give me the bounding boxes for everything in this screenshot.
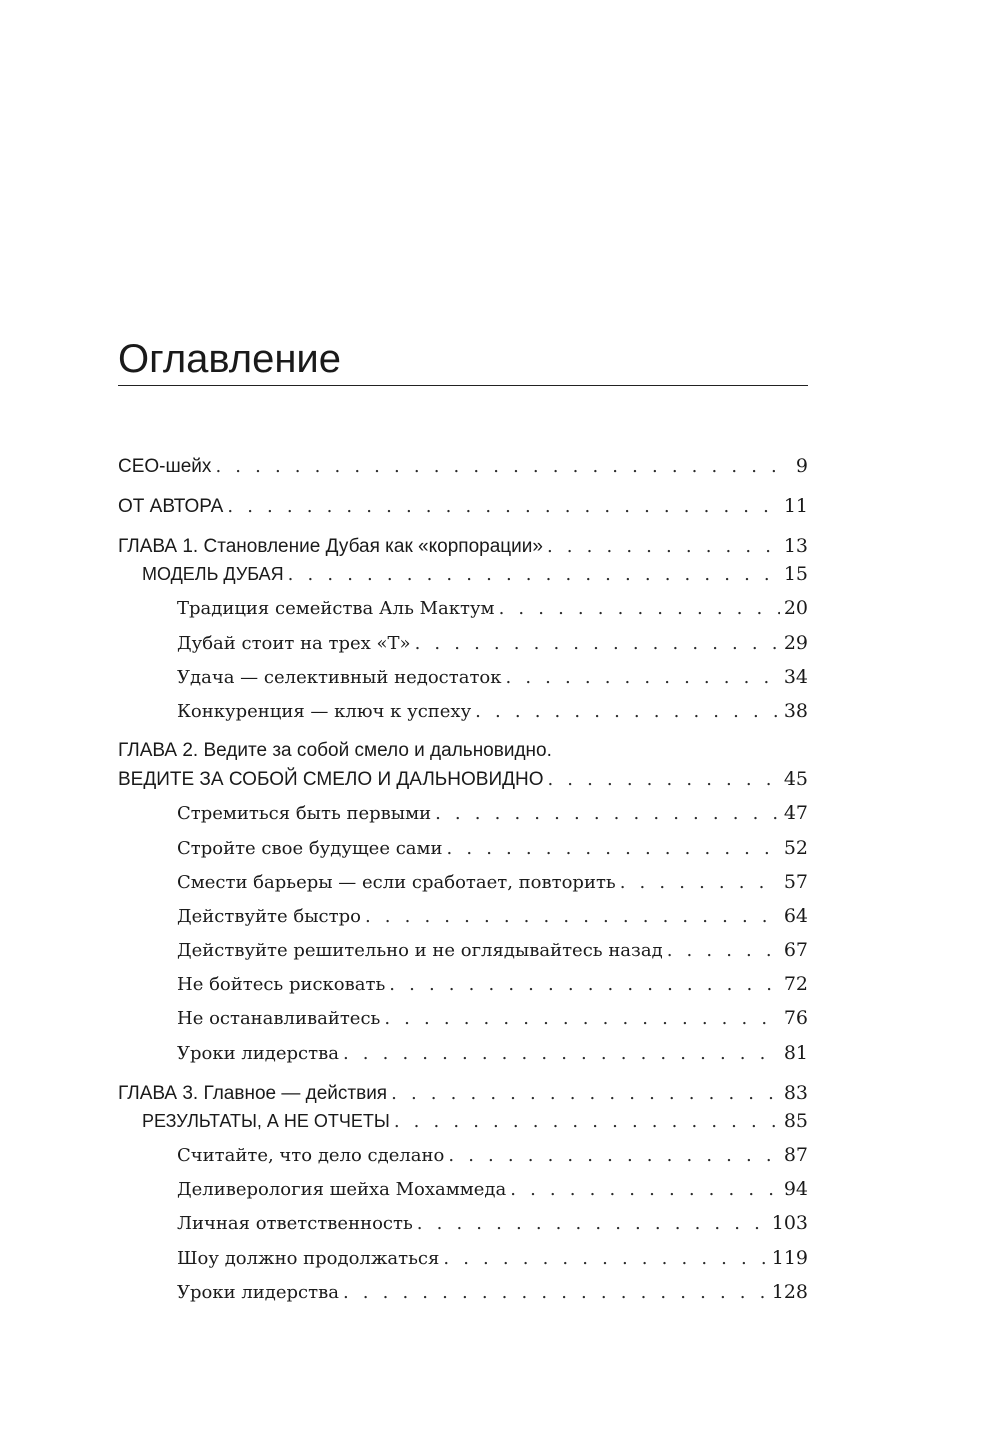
toc-entry-title: ОТ АВТОРА <box>118 496 224 517</box>
toc-entry-title: ГЛАВА 3. Главное — действия <box>118 1083 388 1104</box>
toc-entry-page: 47 <box>783 802 808 824</box>
toc-entry-title: Действуйте решительно и не оглядывайтесь назад <box>177 940 663 961</box>
toc-entry-page: 9 <box>795 455 808 477</box>
toc-chapter-heading-line: ГЛАВА 2. Ведите за собой смело и дальновидно. <box>118 740 552 761</box>
toc-leader-dots <box>215 454 791 480</box>
toc-entry-page: 38 <box>783 700 808 722</box>
toc-leader-dots <box>667 938 780 964</box>
toc-leader-dots <box>443 1246 767 1272</box>
toc-entry-page: 103 <box>771 1212 808 1234</box>
toc-entry-page: 83 <box>783 1082 808 1104</box>
toc-subsection-entry[interactable] <box>177 664 808 690</box>
toc-entry-title: Личная ответственность <box>177 1213 413 1234</box>
toc-leader-dots <box>365 904 780 930</box>
toc-entry-page: 76 <box>783 1007 808 1029</box>
toc-section-entry[interactable] <box>142 561 808 587</box>
toc-leader-dots <box>391 1081 780 1107</box>
toc-entry-title: Уроки лидерства <box>177 1043 339 1064</box>
toc-entry-title: Шоу должно продолжаться <box>177 1248 440 1269</box>
toc-entry-title: Считайте, что дело сделано <box>177 1145 445 1166</box>
toc-entry-title: Смести барьеры — если сработает, повторить <box>177 872 616 893</box>
toc-entry-title: Дубай стоит на трех «Т» <box>177 633 411 654</box>
toc-subsection-entry[interactable] <box>177 835 808 861</box>
toc-leader-dots <box>510 1177 780 1203</box>
toc-subsection-entry[interactable] <box>177 1210 808 1236</box>
toc-entry-page: 67 <box>783 939 808 961</box>
toc-subsection-entry[interactable] <box>177 698 808 724</box>
toc-entry-title: Удача — селективный недостаток <box>177 667 502 688</box>
toc-entry-title: Уроки лидерства <box>177 1282 339 1303</box>
toc-subsection-entry[interactable] <box>177 1142 808 1168</box>
toc-entry-page: 13 <box>783 535 808 557</box>
toc-entry-title: МОДЕЛЬ ДУБАЯ <box>142 564 284 584</box>
toc-leader-dots <box>343 1041 780 1067</box>
toc-subsection-entry[interactable] <box>177 903 808 929</box>
toc-entry-title: РЕЗУЛЬТАТЫ, А НЕ ОТЧЕТЫ <box>142 1111 390 1131</box>
toc-entry-page: 64 <box>783 905 808 927</box>
toc-entry-title: Стройте свое будущее сами <box>177 838 443 859</box>
toc-subsection-entry[interactable] <box>177 937 808 963</box>
toc-entry-title: Стремиться быть первыми <box>177 803 432 824</box>
toc-leader-dots <box>384 1006 779 1032</box>
toc-subsection-entry[interactable] <box>177 1245 808 1271</box>
toc-subsection-entry[interactable] <box>177 1040 808 1066</box>
toc-section-entry[interactable] <box>142 1108 808 1134</box>
toc-entry-title: Деливерология шейха Мохаммеда <box>177 1179 507 1200</box>
toc-entry-title: ГЛАВА 1. Становление Дубая как «корпорации» <box>118 536 543 557</box>
toc-entry-page: 128 <box>771 1281 808 1303</box>
toc-entry-page: 57 <box>783 871 808 893</box>
toc-entry-page: 45 <box>783 768 808 790</box>
toc-leader-dots <box>343 1280 768 1306</box>
toc-subsection-entry[interactable] <box>177 1176 808 1202</box>
toc-entry-page: 11 <box>783 495 808 517</box>
toc-entry[interactable] <box>118 493 808 519</box>
toc-subsection-entry[interactable] <box>177 1279 808 1305</box>
toc-leader-dots <box>547 534 780 560</box>
toc-leader-dots <box>389 972 780 998</box>
toc-entry-title: CEO-шейх <box>118 456 212 477</box>
toc-leader-dots <box>288 562 780 588</box>
toc-entry-page: 15 <box>783 563 808 585</box>
toc-subsection-entry[interactable] <box>177 630 808 656</box>
toc-leader-dots <box>475 699 780 725</box>
toc-leader-dots <box>448 1143 779 1169</box>
toc-leader-dots <box>394 1109 780 1135</box>
toc-leader-dots <box>620 870 780 896</box>
toc-entry-page: 85 <box>783 1110 808 1132</box>
toc-entry-page: 29 <box>783 632 808 654</box>
toc-subsection-entry[interactable] <box>177 869 808 895</box>
toc-entry-page: 119 <box>771 1247 808 1269</box>
toc-entry-page: 72 <box>783 973 808 995</box>
toc-leader-dots <box>435 801 780 827</box>
toc-leader-dots <box>499 596 780 622</box>
toc-leader-dots <box>227 494 779 520</box>
toc-entry-title: Конкуренция — ключ к успеху <box>177 701 472 722</box>
toc-entry-page: 34 <box>783 666 808 688</box>
toc-entry-page: 52 <box>783 837 808 859</box>
toc-entry-title: ВЕДИТЕ ЗА СОБОЙ СМЕЛО И ДАЛЬНОВИДНО <box>118 769 544 790</box>
toc-chapter-entry[interactable] <box>118 766 808 792</box>
toc-entry[interactable] <box>118 453 808 479</box>
toc-leader-dots <box>415 631 780 657</box>
toc-entry-page: 20 <box>783 597 808 619</box>
toc-chapter-entry[interactable] <box>118 1080 808 1106</box>
toc-entry-page: 87 <box>783 1144 808 1166</box>
page-title: Оглавление <box>118 337 342 381</box>
toc-entry-title: Не бойтесь рисковать <box>177 974 386 995</box>
toc-entry-title: Действуйте быстро <box>177 906 361 927</box>
toc-entry-title: Традиция семейства Аль Мактум <box>177 598 495 619</box>
toc-subsection-entry[interactable] <box>177 971 808 997</box>
title-rule <box>118 385 808 386</box>
toc-entry-page: 94 <box>783 1178 808 1200</box>
toc-entry-title: Не останавливайтесь <box>177 1008 381 1029</box>
toc-leader-dots <box>505 665 779 691</box>
toc-subsection-entry[interactable] <box>177 800 808 826</box>
toc-entry-page: 81 <box>783 1042 808 1064</box>
toc-leader-dots <box>447 836 780 862</box>
toc-leader-dots <box>417 1211 768 1237</box>
toc-subsection-entry[interactable] <box>177 1005 808 1031</box>
toc-leader-dots <box>547 767 779 793</box>
toc-chapter-entry[interactable] <box>118 533 808 559</box>
toc-subsection-entry[interactable] <box>177 595 808 621</box>
